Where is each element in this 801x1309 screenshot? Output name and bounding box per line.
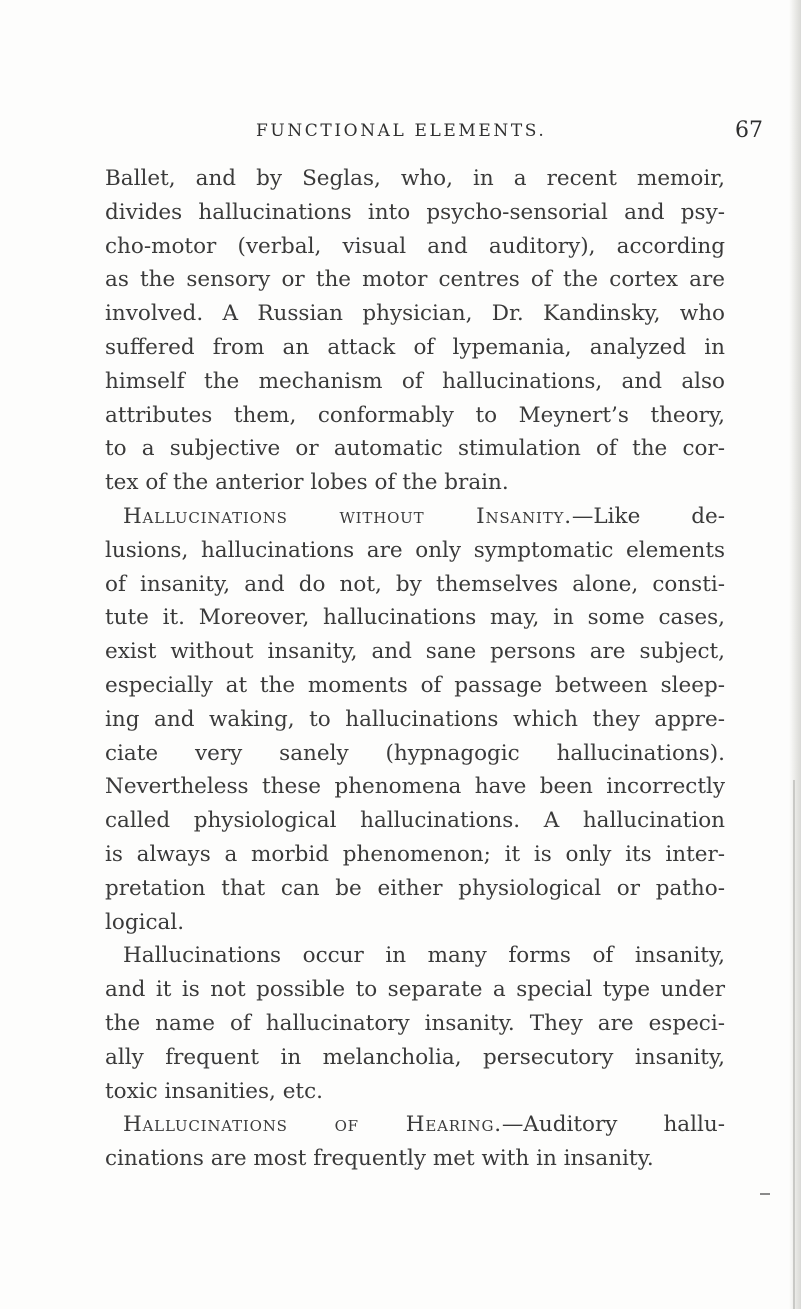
text-line: exist without insanity, and sane persons are subject, [105, 639, 725, 665]
text-line: himself the mechanism of hallucinations, and also [105, 368, 725, 394]
text-line: to a subjective or automatic stimulation of the cor- [105, 436, 725, 462]
text-line: and it is not possible to separate a special type under [105, 977, 725, 1003]
text-line: as the sensory or the motor centres of the cortex are [105, 267, 725, 293]
text-line: Ballet, and by Seglas, who, in a recent memoir, [105, 166, 725, 191]
text-line: of insanity, and do not, by themselves alone, consti- [105, 571, 725, 597]
page-edge-rule [793, 780, 795, 1309]
text-line: called physiological hallucinations. A hallucination [105, 808, 725, 834]
body-text [105, 162, 725, 1176]
text-line: logical. [105, 909, 185, 935]
text-line: ciate very sanely (hypnagogic hallucinations). [105, 740, 725, 766]
text-line: ally frequent in melancholia, persecutory insanity, [105, 1044, 725, 1070]
text-line: lusions, hallucinations are only symptomatic elements [105, 537, 725, 563]
section-lead-text: —Like de- [571, 503, 725, 529]
text-line: involved. A Russian physician, Dr. Kandinsky, who [105, 301, 725, 327]
text-line: cho-motor (verbal, visual and auditory), according [105, 233, 725, 259]
page-edge [789, 0, 801, 1309]
section-heading-line [105, 1108, 725, 1142]
running-title: FUNCTIONAL ELEMENTS. [256, 121, 547, 141]
text-line: pretation that can be either physiological or patho- [105, 875, 725, 901]
text-line: tute it. Moreover, hallucinations may, in some cases, [105, 605, 725, 631]
text-line: cinations are most frequently met with in insanity. [105, 1146, 654, 1172]
text-line: especially at the moments of passage between sleep- [105, 672, 725, 698]
text-line: attributes them, conformably to Meynert’s theory, [105, 402, 725, 428]
section-heading-line [105, 500, 725, 534]
text-line: divides hallucinations into psycho-sensorial and psy- [105, 199, 725, 225]
section-heading: Hallucinations without Insanity. [123, 503, 572, 529]
text-line: tex of the anterior lobes of the brain. [105, 470, 509, 496]
text-line: the name of hallucinatory insanity. They are especi- [105, 1010, 725, 1036]
margin-mark [760, 1193, 770, 1195]
text-line: Hallucinations occur in many forms of insanity, [123, 943, 725, 969]
text-line: ing and waking, to hallucinations which they appre- [105, 706, 725, 732]
text-line: suffered from an attack of lypemania, analyzed in [105, 334, 725, 360]
section-heading: Hallucinations of Hearing. [123, 1112, 502, 1138]
text-line: is always a morbid phenomenon; it is only its inter- [105, 841, 725, 867]
text-line: Nevertheless these phenomena have been incorrectly [105, 774, 725, 800]
text-line: toxic insanities, etc. [105, 1078, 323, 1104]
running-head [0, 118, 801, 148]
section-lead-text: —Auditory hallu- [501, 1112, 725, 1138]
page-number: 67 [735, 118, 763, 143]
